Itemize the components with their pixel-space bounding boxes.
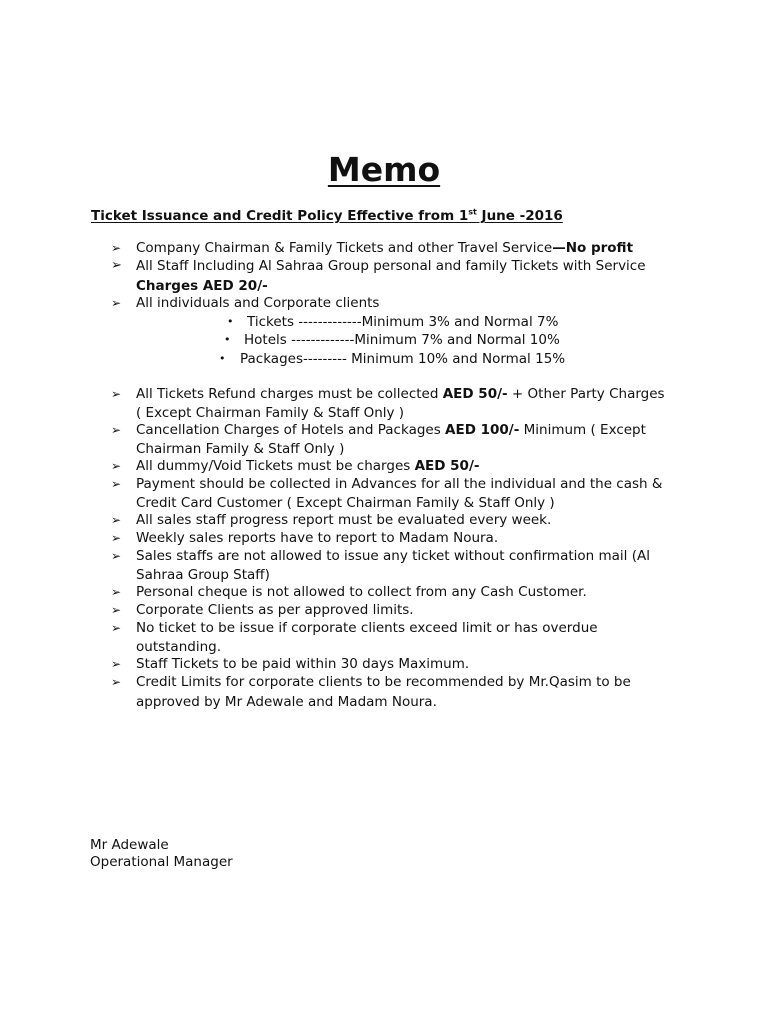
policy-item (136, 385, 665, 403)
subject-superscript: st (468, 207, 477, 217)
item-bold-text: AED 50/- (414, 458, 480, 474)
item-text: All Tickets Refund charges must be collected (136, 386, 443, 402)
policy-item-continuation: approved by Mr Adewale and Madam Noura. (136, 694, 437, 710)
item-text: + Other Party Charges (507, 386, 665, 402)
arrow-bullet-icon: ➢ (111, 477, 122, 491)
arrow-bullet-icon: ➢ (111, 603, 122, 617)
policy-item (136, 239, 633, 257)
rate-sub-item: Packages--------- Minimum 10% and Normal 15% (240, 351, 566, 367)
policy-item: No ticket to be issue if corporate clients exceed limit or has overdue (136, 620, 598, 636)
item-text: Cancellation Charges of Hotels and Packages (136, 422, 446, 438)
policy-item: Credit Limits for corporate clients to be recommended by Mr.Qasim to be (136, 674, 631, 690)
arrow-bullet-icon: ➢ (111, 513, 122, 527)
arrow-bullet-icon: ➢ (111, 459, 122, 473)
item-text: All individuals and Corporate clients (136, 295, 380, 311)
signature-position: Operational Manager (90, 854, 233, 870)
item-bold-text: —No profit (552, 240, 634, 256)
policy-item: Staff Tickets to be paid within 30 days Maximum. (136, 656, 470, 672)
subject-text-after: June -2016 (476, 208, 563, 224)
policy-item-continuation: Chairman Family & Staff Only ) (136, 441, 345, 457)
arrow-bullet-icon: ➢ (111, 387, 122, 401)
dot-bullet-icon: • (219, 352, 226, 365)
policy-item: All sales staff progress report must be evaluated every week. (136, 512, 552, 528)
rate-sub-item: Tickets -------------Minimum 3% and Normal 7% (247, 314, 559, 330)
arrow-bullet-icon: ➢ (111, 549, 122, 563)
policy-item: Corporate Clients as per approved limits. (136, 602, 414, 618)
policy-item-continuation: Credit Card Customer ( Except Chairman Family & Staff Only ) (136, 495, 555, 511)
policy-item: Payment should be collected in Advances for all the individual and the cash & (136, 476, 663, 492)
arrow-bullet-icon: ➢ (111, 296, 122, 310)
rate-sub-item: Hotels -------------Minimum 7% and Normal 10% (244, 332, 560, 348)
arrow-bullet-icon: ➢ (111, 258, 122, 273)
memo-subject (91, 206, 563, 226)
policy-item (136, 294, 379, 312)
dot-bullet-icon: • (224, 333, 231, 346)
item-bold-text: Charges AED 20/- (136, 278, 268, 294)
arrow-bullet-icon: ➢ (111, 241, 122, 255)
policy-item: Personal cheque is not allowed to collect from any Cash Customer. (136, 584, 587, 600)
subject-text-before: Ticket Issuance and Credit Policy Effective from 1 (91, 208, 469, 224)
item-text: Minimum ( Except (519, 422, 646, 438)
item-text: Company Chairman & Family Tickets and other Travel Service (136, 240, 553, 256)
policy-item (136, 257, 646, 275)
policy-item: Sales staffs are not allowed to issue any ticket without confirmation mail (Al (136, 548, 650, 564)
arrow-bullet-icon: ➢ (111, 531, 122, 545)
policy-item-continuation: outstanding. (136, 639, 222, 655)
item-bold-text: AED 100/- (445, 422, 520, 438)
dot-bullet-icon: • (227, 315, 234, 328)
arrow-bullet-icon: ➢ (111, 621, 122, 635)
policy-item-continuation: Sahraa Group Staff) (136, 567, 270, 583)
item-text: All Staff Including Al Sahraa Group personal and family Tickets with Service (136, 258, 646, 274)
arrow-bullet-icon: ➢ (111, 585, 122, 599)
arrow-bullet-icon: ➢ (111, 675, 122, 689)
policy-item-continuation: ( Except Chairman Family & Staff Only ) (136, 405, 405, 421)
arrow-bullet-icon: ➢ (111, 423, 122, 437)
item-text: All dummy/Void Tickets must be charges (136, 458, 415, 474)
policy-item: Weekly sales reports have to report to Madam Noura. (136, 530, 499, 546)
arrow-bullet-icon: ➢ (111, 657, 122, 671)
item-bold-text: AED 50/- (442, 386, 508, 402)
signature-name: Mr Adewale (90, 837, 169, 853)
policy-item (136, 457, 479, 475)
memo-title: Memo (327, 150, 441, 189)
policy-item-continuation (136, 277, 268, 295)
policy-item (136, 421, 646, 439)
